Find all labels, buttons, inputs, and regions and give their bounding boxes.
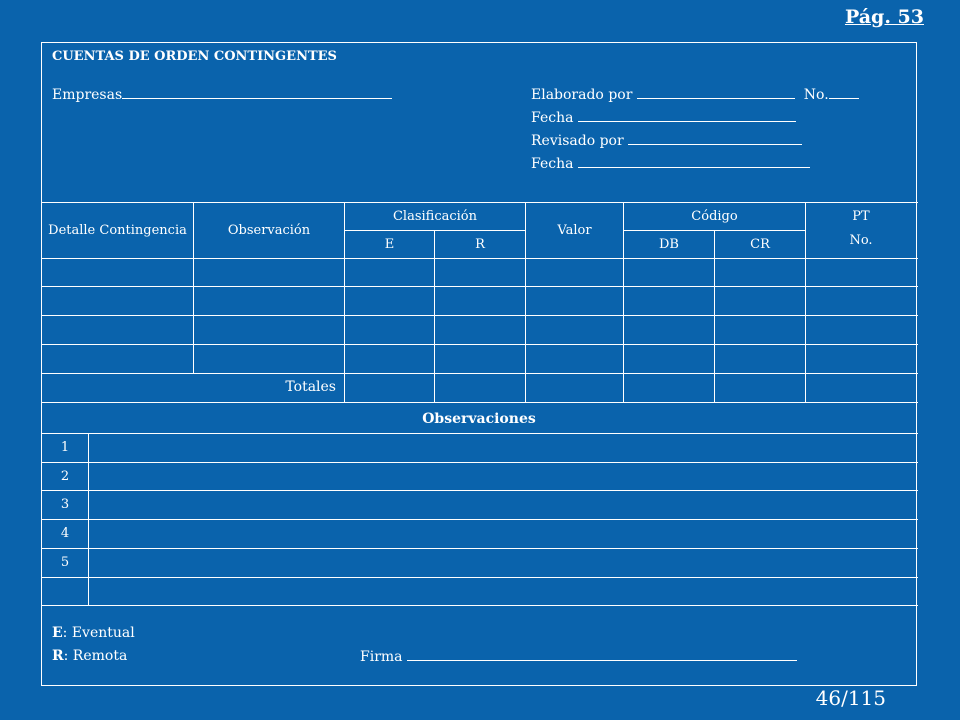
obs-number: 1 [60,440,70,455]
header-cr: CR [750,237,770,252]
form-title: CUENTAS DE ORDEN CONTINGENTES [52,49,337,64]
form-frame [41,42,917,686]
revisado-label: Revisado por [531,133,624,149]
fecha1-field [531,109,796,126]
header-pt: PT [852,208,870,224]
legend-r-letter: R [52,648,64,664]
legend-remota [52,648,127,664]
firma-label: Firma [360,649,403,665]
firma-line[interactable] [407,648,797,661]
legend-r-text: : Remota [63,648,128,664]
fecha2-line[interactable] [578,155,810,168]
firma-field [360,648,797,665]
empresas-field [52,86,392,103]
obs-number: 4 [60,526,70,541]
header-observacion: Observación [227,222,311,238]
obs-number: 2 [60,469,70,484]
totals-label: Totales [285,379,336,395]
page-label: Pág. 53 [844,6,924,28]
obs-number: 3 [60,497,70,512]
obs-number: 5 [60,555,70,570]
header-db: DB [659,237,679,252]
fecha1-line[interactable] [578,109,796,122]
elaborado-label: Elaborado por [531,87,633,103]
header-codigo: Código [691,208,738,224]
fecha1-label: Fecha [531,110,574,126]
legend-e-text: : Eventual [62,625,135,641]
header-pt-no: No. [849,232,873,248]
empresas-label: Empresas [52,87,123,103]
fecha2-label: Fecha [531,156,574,172]
revisado-line[interactable] [628,132,802,145]
observaciones-title: Observaciones [422,411,536,427]
header-e: E [384,237,395,252]
revisado-field [531,132,802,149]
header-detalle: Detalle Contingencia [48,222,187,238]
legend-eventual [52,625,135,641]
header-valor: Valor [557,222,592,238]
header-clasificacion: Clasificación [392,208,478,224]
elaborado-field [531,86,859,103]
fecha2-field [531,155,810,172]
elaborado-line[interactable] [637,86,795,99]
page-counter: 46/115 [815,686,886,710]
legend-e-letter: E [52,625,63,641]
no-line[interactable] [829,86,859,99]
no-label: No. [803,87,829,103]
empresas-line[interactable] [122,86,392,99]
header-r: R [475,237,485,252]
